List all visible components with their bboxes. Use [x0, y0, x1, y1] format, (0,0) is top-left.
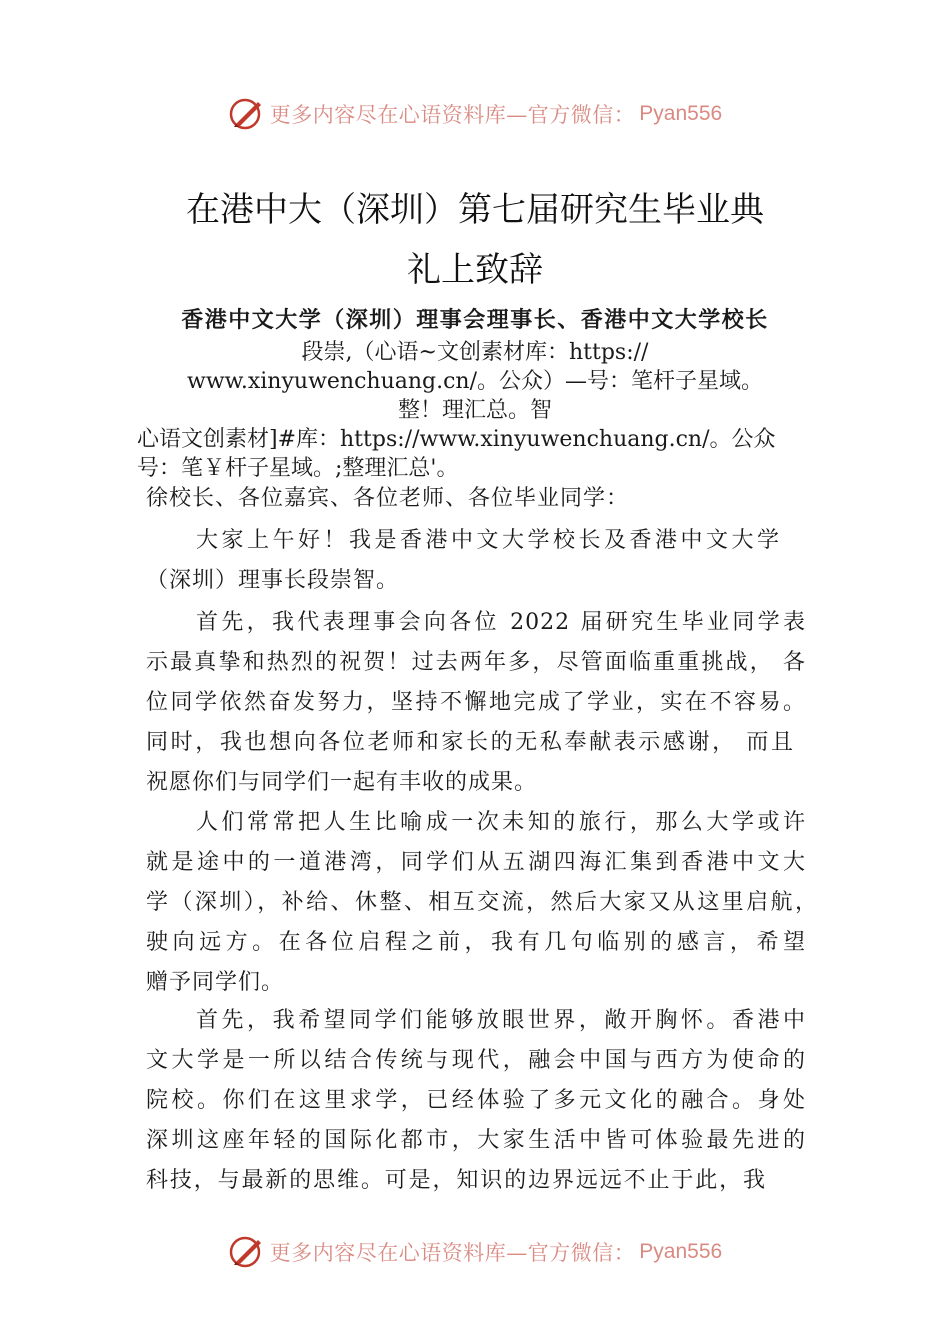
- body-line: 同时，我也想向各位老师和家长的无私奉献表示感谢， 而且: [146, 730, 794, 755]
- watermark-header: [0, 94, 950, 134]
- body-line: 文大学是一所以结合传统与现代，融会中国与西方为使命的: [146, 1048, 806, 1073]
- body-line: 学（深圳），补给、休整、相互交流，然后大家又从这里启航，: [146, 890, 818, 915]
- body-line: 首先，我代表理事会向各位 2022 届研究生毕业同学表: [196, 610, 806, 635]
- body-line: 大家上午好！我是香港中文大学校长及香港中文大学: [196, 528, 780, 553]
- author-line-4: 整！理汇总。智: [397, 398, 552, 423]
- author-line-5: 心语文创素材]#库：https://www.xinyuwenchuang.cn/。公众: [137, 427, 776, 452]
- body-line: （深圳）理事长段崇智。: [146, 568, 400, 593]
- author-line-2: 段崇,（心语~文创素材库：https://: [301, 340, 649, 365]
- body-line: 驶向远方。在各位启程之前，我有几句临别的感言，希望: [146, 930, 806, 955]
- body-line: 首先，我希望同学们能够放眼世界，敞开胸怀。香港中: [196, 1008, 806, 1033]
- body-line: 科技，与最新的思维。可是，知识的边界远远不止于此，我: [146, 1168, 766, 1193]
- body-line: 赠予同学们。: [146, 970, 285, 995]
- body-line: 位同学依然奋发努力，坚持不懈地完成了学业，实在不容易。: [146, 690, 806, 715]
- watermark-text: 更多内容尽在心语资料库—官方微信：: [269, 1241, 636, 1265]
- salutation: 徐校长、各位嘉宾、各位老师、各位毕业同学：: [146, 486, 630, 511]
- body-line: 祝愿你们与同学们一起有丰收的成果。: [146, 770, 538, 795]
- author-line-3: www.xinyuwenchuang.cn/。公众）—号：笔杆子星域。: [186, 369, 764, 394]
- body-line: 示最真挚和热烈的祝贺！过去两年多，尽管面临重重挑战， 各: [146, 650, 806, 675]
- pen-logo-icon: [228, 96, 266, 132]
- author-line-6: 号：笔￥杆子星域。;整理汇总'。: [137, 456, 459, 481]
- watermark-handle: Pyan556: [639, 102, 723, 125]
- author-affiliation: 香港中文大学（深圳）理事会理事长、香港中文大学校长: [181, 307, 769, 333]
- body-line: 院校。你们在这里求学，已经体验了多元文化的融合。身处: [146, 1088, 806, 1113]
- page-title-line-1: 在港中大（深圳）第七届研究生毕业典: [186, 190, 764, 230]
- body-line: 就是途中的一道港湾，同学们从五湖四海汇集到香港中文大: [146, 850, 806, 875]
- page-title-line-2: 礼上致辞: [407, 250, 543, 290]
- pen-logo-icon: [228, 1234, 266, 1270]
- watermark-footer: [0, 1232, 950, 1272]
- watermark-text: 更多内容尽在心语资料库—官方微信：: [269, 103, 636, 127]
- body-line: 人们常常把人生比喻成一次未知的旅行，那么大学或许: [196, 810, 806, 835]
- watermark-handle: Pyan556: [639, 1240, 723, 1263]
- body-line: 深圳这座年轻的国际化都市，大家生活中皆可体验最先进的: [146, 1128, 806, 1153]
